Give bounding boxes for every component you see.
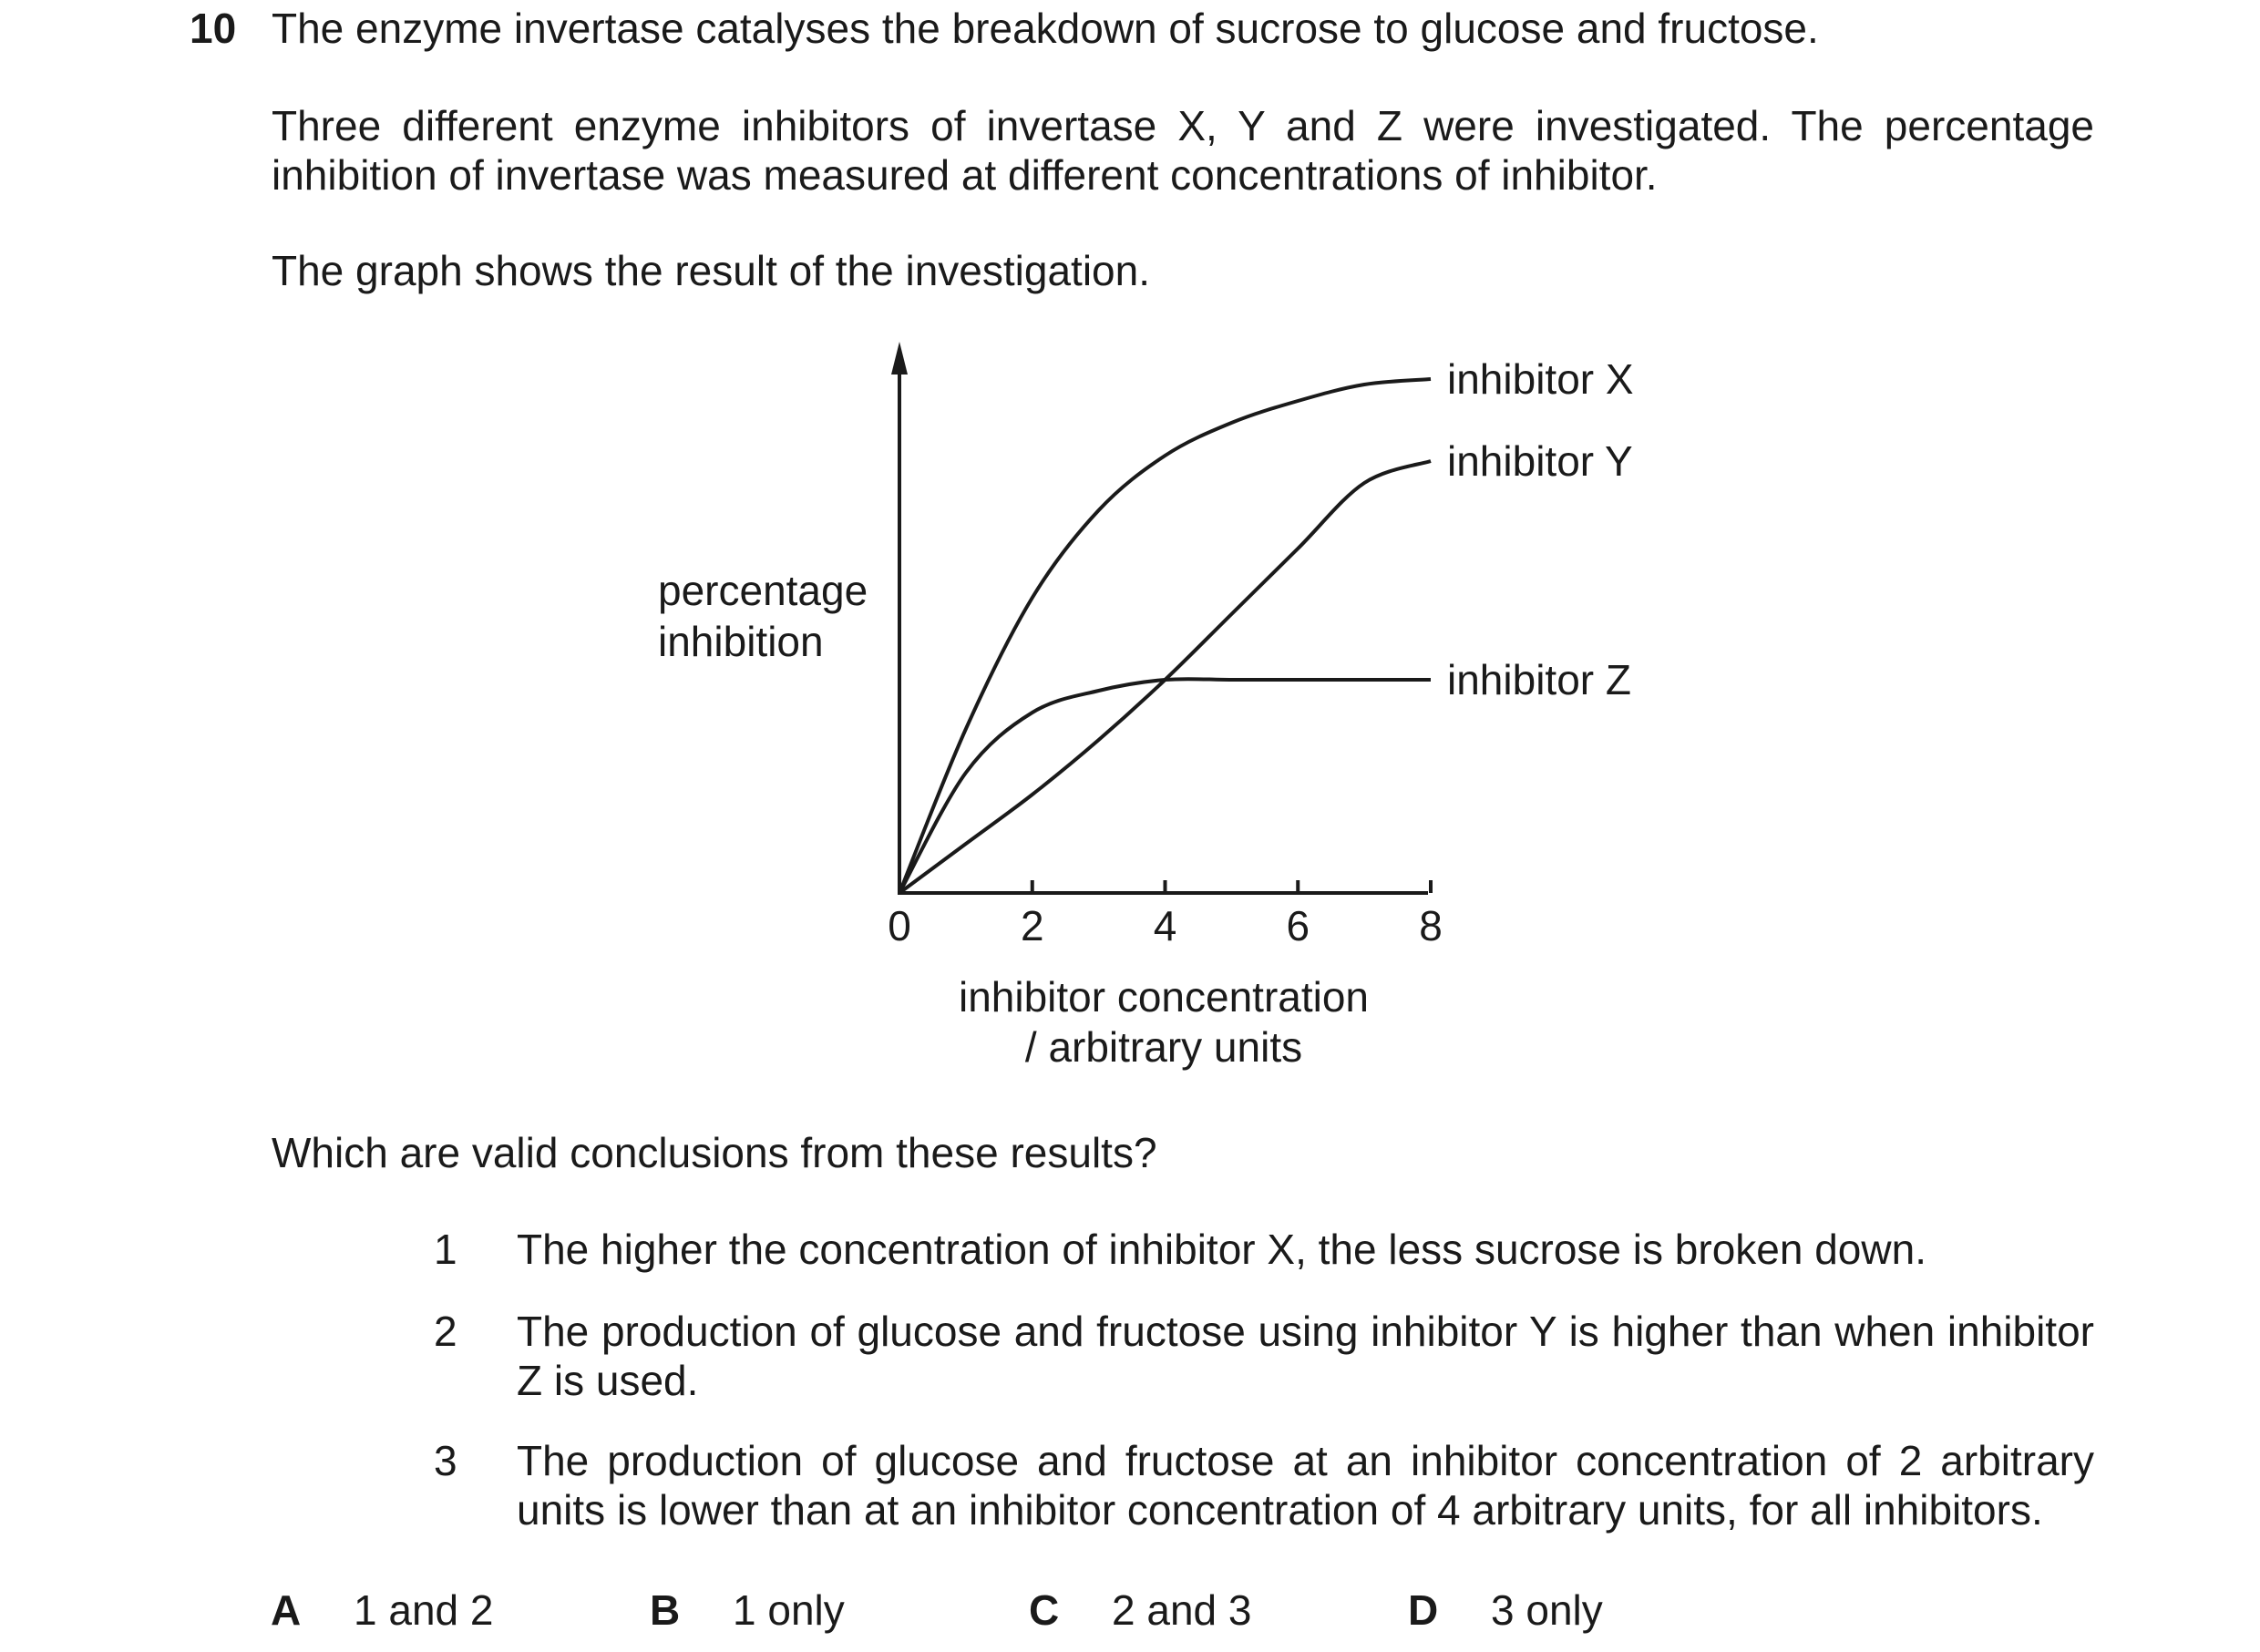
x-tick-label-2: 2 [1020,902,1044,949]
y-axis-label-line-2: inhibition [658,618,824,665]
series-label-inhibitor-z: inhibitor Z [1447,656,1631,703]
answer-d-letter[interactable]: D [1408,1586,1439,1634]
answer-a-letter[interactable]: A [271,1586,302,1634]
answer-d-text[interactable]: 3 only [1491,1586,1603,1634]
statement-2-number: 2 [434,1308,457,1355]
series-line-inhibitor-y [899,461,1431,893]
graph-intro: The graph shows the result of the investigation. [272,247,1151,294]
conclusions-prompt: Which are valid conclusions from these results? [272,1129,1157,1176]
answer-b-text[interactable]: 1 only [733,1586,845,1634]
statement-3-number: 3 [434,1437,457,1484]
statement-1-text: The higher the concentration of inhibitor X, the less sucrose is broken down. [517,1226,1926,1273]
question-investigation: Three different enzyme inhibitors of invertase X, Y and Z were investigated. The percentage inhibition of invertase was measured at different concentrations of inhibitor. [272,102,2094,199]
series-line-inhibitor-z [899,679,1431,893]
y-axis-label-line-1: percentage [658,567,868,614]
series-label-inhibitor-y: inhibitor Y [1447,437,1633,485]
x-axis-label-line-1: inhibitor concentration [958,973,1370,1021]
series-line-inhibitor-x [899,379,1431,893]
y-axis-arrow-icon [891,342,908,375]
x-tick-label-4: 4 [1153,902,1177,949]
answer-c-letter[interactable]: C [1029,1586,1060,1634]
statement-2-text: The production of glucose and fructose using inhibitor Y is higher than when inhibitor Z is used. [517,1308,2094,1404]
series-label-inhibitor-x: inhibitor X [1447,355,1634,403]
answer-c-text[interactable]: 2 and 3 [1112,1586,1252,1634]
y-axis [891,342,908,893]
statement-3-text: The production of glucose and fructose at an inhibitor concentration of 2 arbitrary units is lower than at an inhibitor concentration of 4 arbitrary units, for all inhibitors. [517,1437,2094,1534]
x-tick-label-0: 0 [888,902,911,949]
answer-b-letter[interactable]: B [650,1586,681,1634]
x-tick-label-8: 8 [1419,902,1443,949]
x-axis-label-line-2: / arbitrary units [1024,1023,1303,1071]
question-number: 10 [190,5,237,52]
question-intro: The enzyme invertase catalyses the breakdown of sucrose to glucose and fructose. [272,5,1819,52]
statement-1-number: 1 [434,1226,457,1273]
answer-a-text[interactable]: 1 and 2 [354,1586,494,1634]
x-tick-label-6: 6 [1286,902,1310,949]
